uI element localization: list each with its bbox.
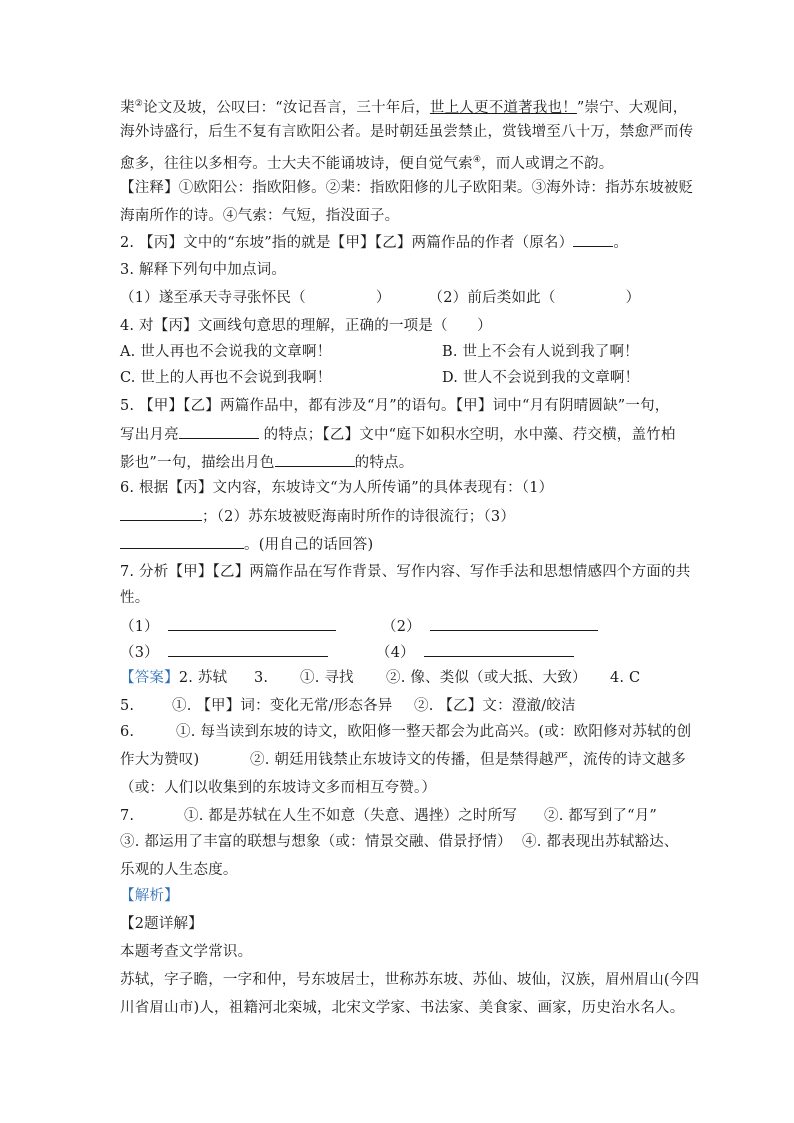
answer-7-4-cont: 乐观的人生态度。 (120, 862, 238, 878)
answer-3-2: ②. 像、类似（或大抵、大致） (386, 670, 587, 686)
answer-label: 【答案】 (120, 670, 179, 686)
question-3-title: 3. 解释下列句中加点词。 (120, 262, 287, 278)
note-line-2: 海南所作的诗。④气索：气短，指没面子。 (120, 208, 400, 224)
answer-5-number: 5. (120, 698, 135, 714)
answer-6-2: ②. 朝廷用钱禁止东坡诗文的传播，但是禁得越严，流传的诗文越多 (250, 752, 686, 768)
option-d: D. 世人不会说到我的文章啊！ (442, 370, 640, 386)
answer-blank (573, 232, 613, 247)
passage-line-1: 棐②论文及坡，公叹曰：“汝记吾言，三十年后，世上人更不道著我也！”崇宁、大观间， (120, 99, 688, 116)
question-7-row-2b: （4） (376, 642, 574, 663)
answer-blank (120, 534, 244, 549)
note-line-1: 【注释】①欧阳公：指欧阳修。②棐：指欧阳修的儿子欧阳棐。③海外诗：指苏东坡被贬 (120, 180, 694, 196)
question-6-line-2: ；（2）苏东坡被贬海南时所作的诗很流行；（3） (120, 506, 515, 527)
passage-line-3: 愈多，往往以多相夸。士大夫不能诵坡诗，便自觉气索④，而人或谓之不韵。 (120, 155, 614, 172)
question-5-line-1: 5. 【甲】【乙】两篇作品中，都有涉及“月”的语句。【甲】词中“月有阴晴圆缺”一句， (120, 398, 670, 414)
answer-blank (168, 642, 328, 657)
question-7-line-2: 性。 (120, 590, 150, 606)
answer-line-1: 【答案】2. 苏轼 (120, 670, 228, 686)
option-c: C. 世上的人再也不会说到我啊！ (120, 370, 332, 386)
answer-6-2-cont: （或：人们以收集到的东坡诗文多而相互夸赞。） (120, 780, 437, 796)
answer-6-1-cont: 作大为赞叹) (120, 752, 200, 768)
question-7-row-1: （1） (120, 616, 336, 637)
question-7-row-1b: （2） (382, 616, 598, 637)
answer-5-1: ①. 【甲】词：变化无常/形态各异 (172, 698, 393, 714)
question-3-items: （1）遂至承天寺寻张怀民（ ） （2）前后类如此（ ） (120, 290, 641, 306)
answer-blank (424, 642, 574, 657)
answer-blank (179, 424, 259, 439)
option-b: B. 世上不会有人说到我了啊！ (442, 344, 639, 360)
answer-7-1: ①. 都是苏轼在人生不如意（失意、遇挫）之时所写 (184, 808, 518, 824)
answer-3-1: ①. 寻找 (300, 670, 354, 686)
answer-blank (430, 616, 598, 631)
analysis-line-1: 本题考查文学常识。 (120, 944, 253, 960)
question-2: 2. 【丙】文中的“东坡”指的就是【甲】【乙】两篇作品的作者（原名） 。 (120, 232, 628, 253)
answer-blank (168, 616, 336, 631)
answer-blank (120, 506, 202, 521)
analysis-label: 【解析】 (120, 888, 179, 904)
answer-5-2: ②. 【乙】文：澄澈/皎洁 (414, 698, 576, 714)
analysis-line-2: 苏轼，字子瞻，一字和仲，号东坡居士，世称苏东坡、苏仙、坡仙，汉族，眉州眉山(今四 (120, 972, 700, 988)
answer-7-4: ④. 都表现出苏轼豁达、 (522, 834, 679, 850)
question-7-row-2: （3） (120, 642, 328, 663)
passage-line-2: 海外诗盛行，后生不复有言欧阳公者。是时朝廷虽尝禁止，赏钱增至八十万，禁愈严而传 (120, 124, 694, 140)
option-a: A. 世人再也不会说我的文章啊！ (120, 344, 332, 360)
underlined-sentence: 世上人更不道著我也！ (429, 99, 577, 116)
answer-4: 4. C (610, 670, 641, 686)
answer-3-number: 3. (254, 670, 269, 686)
answer-7-number: 7. (120, 808, 135, 824)
analysis-line-3: 川省眉山市)人，祖籍河北栾城，北宋文学家、书法家、美食家、画家，历史治水名人。 (120, 1000, 685, 1016)
answer-7-2: ②. 都写到了“月” (544, 808, 658, 824)
question-6-line-1: 6. 根据【丙】文内容，东坡诗文“为人所传诵”的具体表现有：（1） (120, 480, 554, 496)
question-6-line-3: 。(用自己的话回答) (120, 534, 373, 555)
question-7-line-1: 7. 分析【甲】【乙】两篇作品在写作背景、写作内容、写作手法和思想情感四个方面的共 (120, 564, 691, 580)
question-5-line-3: 影也”一句，描绘出月色 的特点。 (120, 452, 413, 473)
answer-blank (275, 452, 355, 467)
answer-6-number: 6. (120, 724, 135, 740)
question-4-title: 4. 对【丙】文画线句意思的理解，正确的一项是（ ） (120, 318, 492, 334)
question-5-line-2: 写出月亮 的特点；【乙】文中“庭下如积水空明，水中藻、荇交横，盖竹柏 (120, 424, 676, 445)
analysis-q2-label: 【2题详解】 (120, 916, 203, 932)
answer-7-3: ③. 都运用了丰富的联想与想象（或：情景交融、借景抒情） (120, 834, 512, 850)
answer-6-1: ①. 每当读到东坡的诗文，欧阳修一整天都会为此高兴。(或：欧阳修对苏轼的创 (176, 724, 692, 740)
